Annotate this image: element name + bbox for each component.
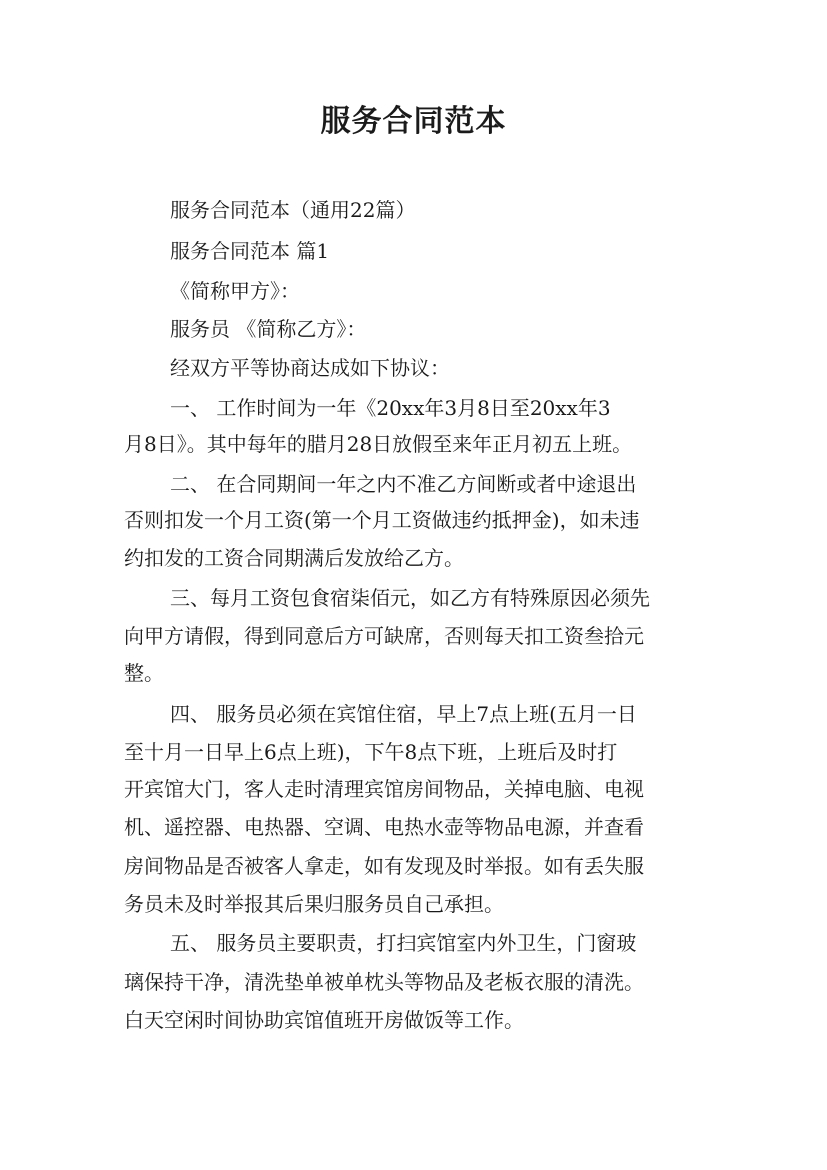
clause-4-line-3: 开宾馆大门，客人走时清理宾馆房间物品，关掉电脑、电视 bbox=[124, 777, 644, 801]
clause-3-line-1: 三、每月工资包食宿柒佰元，如乙方有特殊原因必须先 bbox=[170, 586, 650, 610]
clause-1-line-1: 一、 工作时间为一年《20xx年3月8日至20xx年3 bbox=[170, 396, 611, 420]
clause-3-line-3: 整。 bbox=[124, 661, 164, 685]
clause-4-line-1: 四、 服务员必须在宾馆住宿，早上7点上班(五月一日 bbox=[170, 702, 637, 726]
clause-4-line-4: 机、遥控器、电热器、空调、电热水壶等物品电源，并查看 bbox=[124, 815, 644, 839]
party-b-line: 服务员 《简称乙方》： bbox=[170, 317, 367, 341]
clause-2-line-2: 否则扣发一个月工资(第一个月工资做违约抵押金)，如未违 bbox=[124, 508, 640, 532]
document-title: 服务合同范本 bbox=[320, 104, 507, 139]
clause-5-line-2: 璃保持干净，清洗垫单被单枕头等物品及老板衣服的清洗。 bbox=[124, 970, 644, 994]
clause-3-line-2: 向甲方请假，得到同意后方可缺席，否则每天扣工资叁拾元 bbox=[124, 624, 644, 648]
clause-4-line-2: 至十月一日早上6点上班)，下午8点下班，上班后及时打 bbox=[124, 740, 618, 764]
clause-2-line-3: 约扣发的工资合同期满后发放给乙方。 bbox=[124, 546, 464, 570]
subtitle-line: 服务合同范本（通用22篇） bbox=[170, 198, 416, 222]
clause-4-line-6: 务员未及时举报其后果归服务员自己承担。 bbox=[124, 892, 504, 916]
clause-5-line-1: 五、 服务员主要职责，打扫宾馆室内外卫生，门窗玻 bbox=[170, 931, 637, 955]
clause-4-line-5: 房间物品是否被客人拿走，如有发现及时举报。如有丢失服 bbox=[124, 854, 644, 878]
section-heading: 服务合同范本 篇1 bbox=[170, 239, 330, 263]
clause-1-line-2: 月8日》。其中每年的腊月28日放假至来年正月初五上班。 bbox=[124, 432, 633, 456]
clause-2-line-1: 二、 在合同期间一年之内不准乙方间断或者中途退出 bbox=[170, 472, 637, 496]
party-a-line: 《简称甲方》： bbox=[170, 279, 300, 303]
clause-5-line-3: 白天空闲时间协助宾馆值班开房做饭等工作。 bbox=[124, 1008, 524, 1032]
agreement-intro: 经双方平等协商达成如下协议： bbox=[170, 356, 450, 380]
